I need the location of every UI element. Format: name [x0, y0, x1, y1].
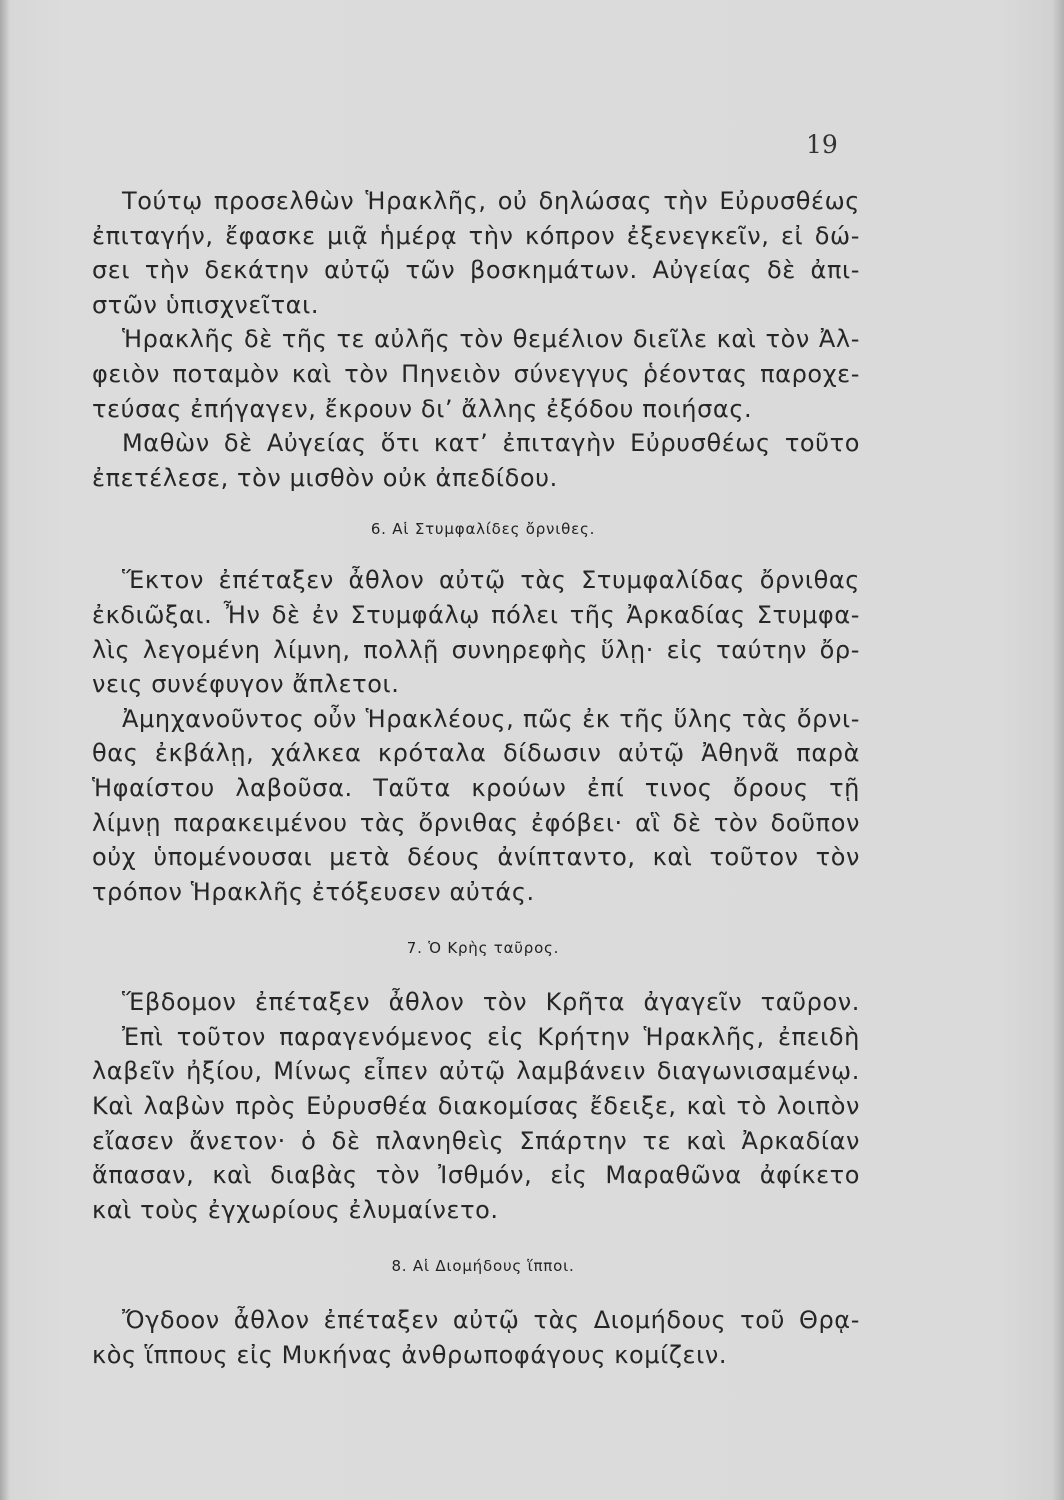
text-line: ἅπασαν, καὶ διαβὰς τὸν Ἰσθμόν, εἰς Μαραθῶνα ἀφίκετο [92, 1161, 860, 1190]
text-line: φειὸν ποταμὸν καὶ τὸν Πηνειὸν σύνεγγυς ῥέοντας παροχε- [92, 359, 860, 388]
paragraph [92, 322, 860, 426]
page-edge-left [0, 0, 10, 1500]
text-line: Ἡρακλῆς δὲ τῆς τε αὐλῆς τὸν θεμέλιον διεῖλε καὶ τὸν Ἀλ- [122, 325, 860, 354]
paragraph [92, 184, 860, 322]
text-line: Τούτῳ προσελθὼν Ἡρακλῆς, οὐ δηλώσας τὴν Εὐρυσθέως [122, 187, 860, 215]
paragraph [92, 702, 860, 910]
body-text [92, 184, 860, 1373]
text-line: στῶν ὑπισχνεῖται. [92, 290, 320, 319]
text-line: Ἕβδομον ἐπέταξεν ἆθλον τὸν Κρῆτα ἀγαγεῖν ταῦρον. [122, 988, 860, 1017]
paragraph [92, 426, 860, 495]
text-line: Ὄγδοον ἆθλον ἐπέταξεν αὐτῷ τὰς Διομήδους τοῦ Θρᾳ- [122, 1306, 860, 1335]
text-line: Καὶ λαβὼν πρὸς Εὐρυσθέα διακομίσας ἔδειξε, καὶ τὸ λοιπὸν [92, 1092, 860, 1121]
page-number: 19 [806, 130, 838, 159]
text-line: Μαθὼν δὲ Αὐγείας ὅτι κατ’ ἐπιταγὴν Εὐρυσθέως τοῦτο [122, 429, 860, 458]
text-line: Ἐπὶ τοῦτον παραγενόμενος εἰς Κρήτην Ἡρακλῆς, ἐπειδὴ [122, 1022, 860, 1051]
section-heading-6: 6. Αἱ Στυμφαλίδες ὄρνιθες. [370, 520, 596, 539]
paragraph [92, 1303, 860, 1372]
text-line: λαβεῖν ἠξίου, Μίνως εἶπεν αὐτῷ λαμβάνειν διαγωνισαμένῳ. [92, 1057, 860, 1086]
text-line: Ἕκτον ἐπέταξεν ἆθλον αὐτῷ τὰς Στυμφαλίδας ὄρνιθας [122, 566, 860, 595]
text-line: ἐπετέλεσε, τὸν μισθὸν οὐκ ἀπεδίδου. [92, 463, 558, 492]
text-line: ἐκδιῶξαι. Ἦν δὲ ἐν Στυμφάλῳ πόλει τῆς Ἀρκαδίας Στυμφα- [92, 600, 860, 629]
paragraph [92, 563, 860, 701]
page-edge-right [1052, 0, 1064, 1500]
paragraph [92, 1020, 860, 1228]
text-line: σει τὴν δεκάτην αὐτῷ τῶν βοσκημάτων. Αὐγείας δὲ ἀπι- [92, 256, 860, 285]
text-line: τρόπον Ἡρακλῆς ἐτόξευσεν αὐτάς. [92, 877, 535, 906]
section-heading-8: 8. Αἱ Διομήδους ἵπποι. [391, 1257, 575, 1276]
text-line: οὐχ ὑπομένουσαι μετὰ δέους ἀνίπταντο, καὶ τοῦτον τὸν [92, 843, 860, 872]
text-line: εἴασεν ἄνετον· ὁ δὲ πλανηθεὶς Σπάρτην τε καὶ Ἀρκαδίαν [92, 1126, 860, 1155]
paragraph [92, 985, 860, 1020]
text-line: τεύσας ἐπήγαγεν, ἔκρουν δι’ ἄλλης ἐξόδου ποιήσας. [92, 394, 753, 423]
text-line: Ἡφαίστου λαβοῦσα. Ταῦτα κρούων ἐπί τινος ὄρους τῇ [92, 773, 860, 802]
text-line: λὶς λεγομένη λίμνη, πολλῇ συνηρεφὴς ὕλῃ· εἰς ταύτην ὄρ- [92, 635, 860, 664]
text-line: ἐπιταγήν, ἔφασκε μιᾷ ἡμέρᾳ τὴν κόπρον ἐξενεγκεῖν, εἰ δώ- [92, 221, 860, 250]
text-line: λίμνῃ παρακειμένου τὰς ὄρνιθας ἐφόβει· αἳ δὲ τὸν δοῦπον [92, 808, 860, 837]
text-line: καὶ τοὺς ἐγχωρίους ἐλυμαίνετο. [92, 1195, 499, 1224]
text-line: νεις συνέφυγον ἄπλετοι. [92, 670, 400, 699]
text-line: Ἀμηχανοῦντος οὖν Ἡρακλέους, πῶς ἐκ τῆς ὕλης τὰς ὄρνι- [122, 704, 860, 733]
text-line: θας ἐκβάλῃ, χάλκεα κρόταλα δίδωσιν αὐτῷ Ἀθηνᾶ παρὰ [92, 739, 860, 768]
text-line: κὸς ἵππους εἰς Μυκήνας ἀνθρωποφάγους κομίζειν. [92, 1341, 728, 1370]
section-heading-7: 7. Ὁ Κρὴς ταῦρος. [406, 939, 560, 958]
